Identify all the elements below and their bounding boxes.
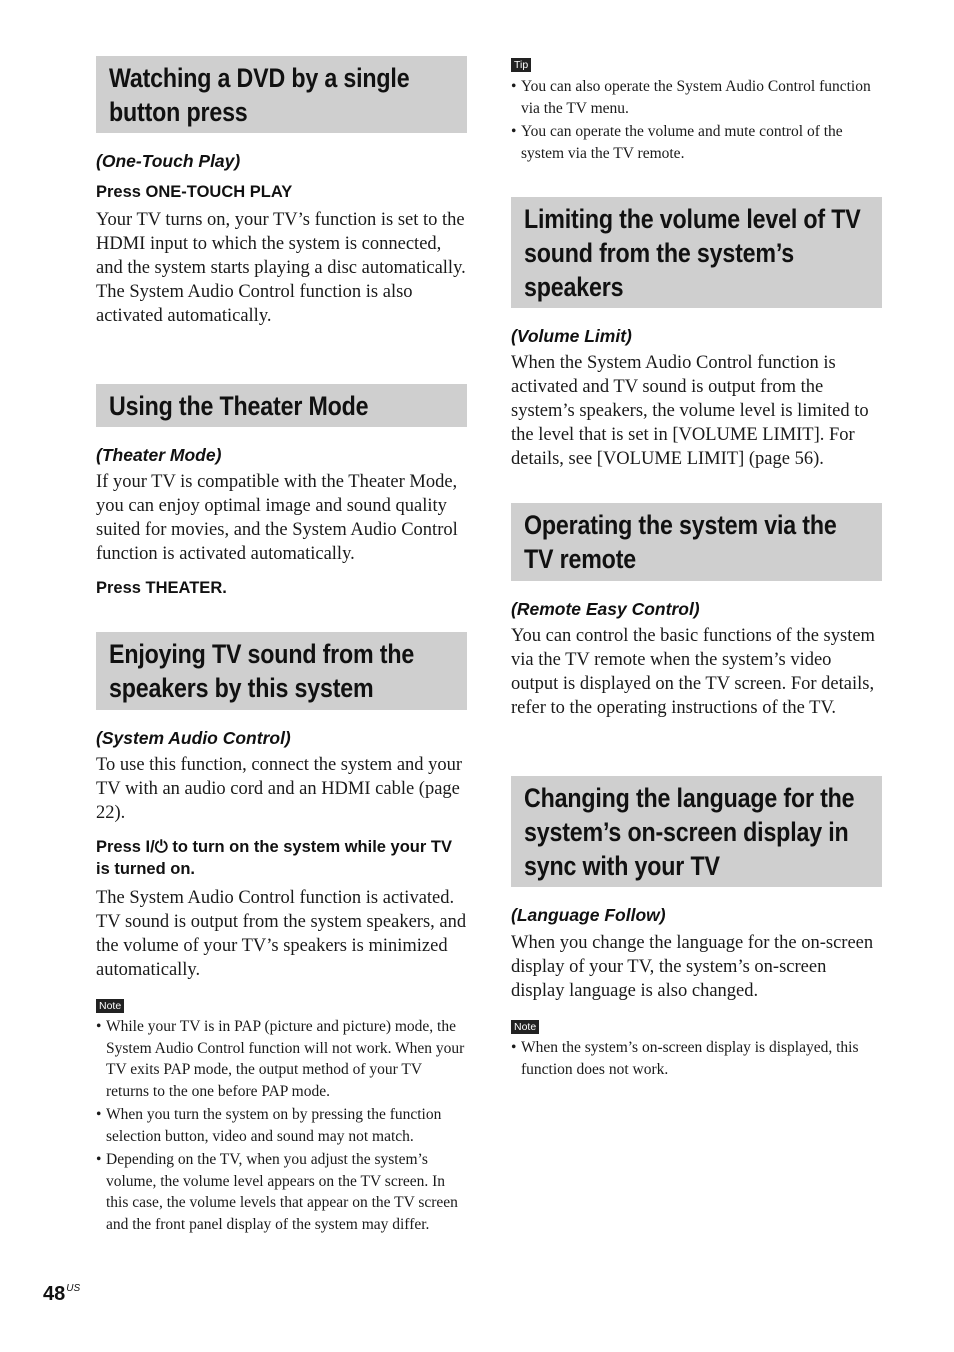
body-theater-mode <box>96 470 467 566</box>
body-system-audio-control <box>96 753 467 825</box>
note-label: Note <box>511 1020 539 1034</box>
instruction-theater: Press THEATER. <box>96 579 227 597</box>
body-paragraph: You can control the basic functions of the system via the TV remote when the system’s video output is displayed on the TV screen. For details, refer to the operating instructions of the TV. <box>511 626 875 718</box>
note-label: Note <box>96 999 124 1013</box>
note-list <box>511 1037 882 1082</box>
body-one-touch-play <box>96 208 467 328</box>
section-heading-theater-mode: Using the Theater Mode <box>109 391 369 421</box>
subheading-system-audio-control: (System Audio Control) <box>96 728 291 748</box>
section-heading-box <box>96 632 467 710</box>
section-heading-box <box>511 776 882 887</box>
section-heading-language-follow: Changing the language for the system’s on-screen display in sync with your TV <box>524 783 855 881</box>
section-heading-one-touch-play: Watching a DVD by a single button press <box>109 63 410 127</box>
section-heading-box <box>511 197 882 308</box>
subheading-remote-easy-control: (Remote Easy Control) <box>511 599 700 619</box>
note-list <box>96 1016 467 1237</box>
body-paragraph: When you change the language for the on-screen display of your TV, the system’s on-screen display language is also changed. <box>511 933 874 1001</box>
subheading-volume-limit: (Volume Limit) <box>511 326 632 346</box>
section-heading-system-audio-control: Enjoying TV sound from the speakers by this system <box>109 639 415 703</box>
subheading-one-touch-play: (One-Touch Play) <box>96 151 241 171</box>
instruction-one-touch-play: Press ONE-TOUCH PLAY <box>96 183 293 201</box>
body-volume-limit <box>511 351 882 471</box>
subheading-language-follow: (Language Follow) <box>511 905 666 925</box>
power-icon: I/⏻ <box>145 838 168 856</box>
instruction-power-on <box>96 836 467 880</box>
section-heading-remote-easy-control: Operating the system via the TV remote <box>524 510 837 574</box>
section-heading-box <box>96 56 467 133</box>
note-item: • While your TV is in PAP (picture and picture) mode, the System Audio Control function will not work. When your TV exits PAP mode, the output method of your TV returns to the one before PAP mode. <box>96 1018 465 1100</box>
tip-label: Tip <box>511 58 531 72</box>
note-item: • Depending on the TV, when you adjust the system’s volume, the volume level appears on the TV screen. In this case, the volume levels that appear on the TV screen and the front panel display of the system may differ. <box>96 1151 458 1233</box>
note-item: • When you turn the system on by pressing the function selection button, video and sound may not match. <box>96 1106 442 1145</box>
subheading-theater-mode: (Theater Mode) <box>96 445 222 465</box>
instruction-text: to turn on the system while your TV is turned on. <box>96 838 452 878</box>
page-region-suffix: US <box>66 1283 81 1294</box>
tip-item: • You can operate the volume and mute control of the system via the TV remote. <box>511 123 843 162</box>
body-system-audio-result <box>96 886 467 982</box>
body-paragraph: If your TV is compatible with the Theater Mode, you can enjoy optimal image and sound quality suited for movies, and the System Audio Control function is activated automatically. <box>96 472 458 564</box>
section-heading-volume-limit: Limiting the volume level of TV sound from the system’s speakers <box>524 204 861 302</box>
body-paragraph: The System Audio Control function is activated. TV sound is output from the system speakers, and the volume of your TV’s speakers is minimized automatically. <box>96 888 467 980</box>
body-paragraph: The System Audio Control function is also activated automatically. <box>96 282 413 326</box>
body-remote-easy-control <box>511 624 882 720</box>
tip-item: • You can also operate the System Audio Control function via the TV menu. <box>511 78 871 117</box>
body-paragraph: Your TV turns on, your TV’s function is set to the HDMI input to which the system is connected, and the system starts playing a disc automatically. <box>96 210 466 278</box>
page-number: $48^{US}$ <box>43 1283 81 1305</box>
body-paragraph: When the System Audio Control function is activated and TV sound is output from the system’s speakers, the volume level is limited to the level that is set in [VOLUME LIMIT]. For details, see [VOLUME LIMIT] (page 56). <box>511 353 869 469</box>
tip-list <box>511 76 882 166</box>
body-paragraph: To use this function, connect the system and your TV with an audio cord and an HDMI cable (page 22). <box>96 755 463 823</box>
note-item: • When the system’s on-screen display is displayed, this function does not work. <box>511 1039 859 1078</box>
section-heading-box <box>511 503 882 581</box>
body-language-follow <box>511 931 882 1003</box>
instruction-text: Press <box>96 838 146 856</box>
section-heading-box <box>96 384 467 427</box>
